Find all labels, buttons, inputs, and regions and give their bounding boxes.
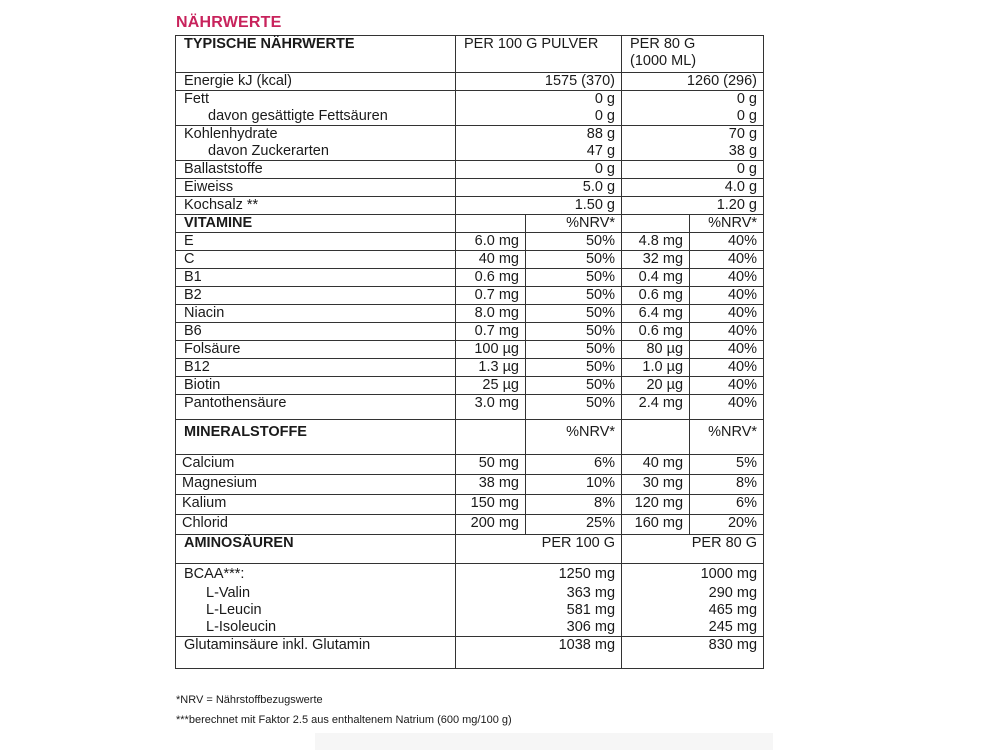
table-row <box>176 323 764 341</box>
value-per-100g: 47 g <box>456 143 622 161</box>
amount-per-100g: 8.0 mg <box>456 305 526 323</box>
table-row <box>176 233 764 251</box>
section-header-vitamins: VITAMINE <box>176 215 456 233</box>
value-per-80g: 70 g <box>622 126 764 144</box>
nutrient-label: Kohlenhydrate <box>176 126 456 144</box>
nrv-per-100g: 50% <box>526 233 622 251</box>
section-header-minerals: MINERALSTOFFE <box>176 420 456 455</box>
nrv-per-100g: 50% <box>526 341 622 359</box>
nrv-per-100g: 50% <box>526 269 622 287</box>
value-per-100g: 581 mg <box>456 602 622 619</box>
vitamin-name: C <box>176 251 456 269</box>
vitamin-name: B2 <box>176 287 456 305</box>
page-title: NÄHRWERTE <box>176 14 282 31</box>
value-per-100g: 88 g <box>456 126 622 144</box>
nrv-per-100g: 50% <box>526 287 622 305</box>
nrv-per-80g: 40% <box>690 341 764 359</box>
value-per-100g: 1.50 g <box>456 197 622 215</box>
table-row <box>176 637 764 669</box>
amino-acid-name: BCAA***: <box>176 564 456 586</box>
amino-header-per-100g: PER 100 G <box>456 535 622 564</box>
nrv-per-100g: 50% <box>526 305 622 323</box>
amount-per-100g: 0.7 mg <box>456 287 526 305</box>
table-row <box>176 359 764 377</box>
amino-acid-name: L-Leucin <box>176 602 456 619</box>
value-per-100g: 1038 mg <box>456 637 622 669</box>
nrv-header: %NRV* <box>690 420 764 455</box>
amount-per-100g: 3.0 mg <box>456 395 526 420</box>
nrv-per-80g: 40% <box>690 233 764 251</box>
table-row <box>176 475 764 495</box>
amount-per-100g: 38 mg <box>456 475 526 495</box>
minerals-header-row <box>176 420 764 455</box>
nrv-per-100g: 50% <box>526 251 622 269</box>
faint-background-band <box>315 733 773 750</box>
value-per-100g: 0 g <box>456 161 622 179</box>
table-row <box>176 619 764 637</box>
amount-per-80g: 4.8 mg <box>622 233 690 251</box>
nrv-per-80g: 20% <box>690 515 764 535</box>
table-row <box>176 305 764 323</box>
table-row <box>176 143 764 161</box>
amount-per-100g: 6.0 mg <box>456 233 526 251</box>
value-per-80g: 0 g <box>622 91 764 109</box>
amount-per-100g: 0.6 mg <box>456 269 526 287</box>
amount-per-80g: 160 mg <box>622 515 690 535</box>
value-per-80g: 0 g <box>622 161 764 179</box>
nrv-per-80g: 40% <box>690 377 764 395</box>
mineral-name: Kalium <box>176 495 456 515</box>
table-row <box>176 377 764 395</box>
header-label: TYPISCHE NÄHRWERTE <box>176 36 456 73</box>
nrv-header: %NRV* <box>690 215 764 233</box>
vitamin-name: Niacin <box>176 305 456 323</box>
table-row <box>176 455 764 475</box>
value-per-100g: 1250 mg <box>456 564 622 586</box>
mineral-name: Magnesium <box>176 475 456 495</box>
nrv-per-80g: 40% <box>690 395 764 420</box>
nrv-per-80g: 40% <box>690 359 764 377</box>
nrv-per-80g: 5% <box>690 455 764 475</box>
amino-header-per-80g: PER 80 G <box>622 535 764 564</box>
value-per-100g: 0 g <box>456 91 622 109</box>
nrv-per-80g: 40% <box>690 305 764 323</box>
value-per-80g: 245 mg <box>622 619 764 637</box>
table-row <box>176 495 764 515</box>
amount-per-100g: 40 mg <box>456 251 526 269</box>
amount-per-80g: 30 mg <box>622 475 690 495</box>
mineral-name: Calcium <box>176 455 456 475</box>
amino-acid-name: Glutaminsäure inkl. Glutamin <box>176 637 456 669</box>
value-per-80g: 1000 mg <box>622 564 764 586</box>
header-per-100g: PER 100 G PULVER <box>456 36 622 73</box>
amount-per-80g: 2.4 mg <box>622 395 690 420</box>
footnote-nrv: *NRV = Nährstoffbezugswerte <box>176 694 323 706</box>
amount-per-80g: 6.4 mg <box>622 305 690 323</box>
nrv-per-80g: 40% <box>690 287 764 305</box>
amount-per-100g: 0.7 mg <box>456 323 526 341</box>
value-per-80g: 465 mg <box>622 602 764 619</box>
vitamin-name: B1 <box>176 269 456 287</box>
table-row <box>176 287 764 305</box>
value-per-80g: 1260 (296) <box>622 73 764 91</box>
table-row <box>176 585 764 602</box>
header-per-80g-line1: PER 80 G <box>630 36 696 52</box>
amount-per-80g: 20 µg <box>622 377 690 395</box>
amino-acid-name: L-Isoleucin <box>176 619 456 637</box>
nrv-per-100g: 50% <box>526 395 622 420</box>
nrv-per-100g: 25% <box>526 515 622 535</box>
amount-per-80g: 0.6 mg <box>622 287 690 305</box>
amount-per-80g: 32 mg <box>622 251 690 269</box>
mineral-name: Chlorid <box>176 515 456 535</box>
nrv-per-100g: 6% <box>526 455 622 475</box>
nrv-header: %NRV* <box>526 215 622 233</box>
nrv-per-80g: 6% <box>690 495 764 515</box>
nutrient-label: Kochsalz ** <box>176 197 456 215</box>
amount-per-100g: 200 mg <box>456 515 526 535</box>
value-per-100g: 363 mg <box>456 585 622 602</box>
amount-per-80g: 1.0 µg <box>622 359 690 377</box>
nrv-per-100g: 50% <box>526 359 622 377</box>
nrv-per-100g: 8% <box>526 495 622 515</box>
table-row <box>176 341 764 359</box>
amount-per-80g: 80 µg <box>622 341 690 359</box>
nutrient-label: Fett <box>176 91 456 109</box>
table-row <box>176 126 764 144</box>
header-per-80g-line2: (1000 ML) <box>630 53 697 69</box>
table-header-row <box>176 36 764 73</box>
value-per-100g: 1575 (370) <box>456 73 622 91</box>
vitamin-name: B12 <box>176 359 456 377</box>
amount-per-100g: 150 mg <box>456 495 526 515</box>
value-per-80g: 38 g <box>622 143 764 161</box>
value-per-80g: 0 g <box>622 108 764 126</box>
table-row <box>176 395 764 420</box>
value-per-80g: 4.0 g <box>622 179 764 197</box>
amino-header-row <box>176 535 764 564</box>
table-row <box>176 602 764 619</box>
nrv-per-80g: 40% <box>690 251 764 269</box>
nrv-per-80g: 40% <box>690 323 764 341</box>
value-per-80g: 1.20 g <box>622 197 764 215</box>
nutrient-label: davon Zuckerarten <box>176 143 456 161</box>
nrv-per-80g: 40% <box>690 269 764 287</box>
vitamin-name: Folsäure <box>176 341 456 359</box>
table-row <box>176 251 764 269</box>
nrv-per-100g: 50% <box>526 377 622 395</box>
table-row <box>176 91 764 109</box>
amount-per-80g: 40 mg <box>622 455 690 475</box>
value-per-100g: 306 mg <box>456 619 622 637</box>
nutrient-label: Energie kJ (kcal) <box>176 73 456 91</box>
table-row <box>176 197 764 215</box>
table-row <box>176 269 764 287</box>
section-header-amino-acids: AMINOSÄUREN <box>176 535 456 564</box>
amount-per-100g: 100 µg <box>456 341 526 359</box>
table-row <box>176 564 764 586</box>
amount-per-80g: 120 mg <box>622 495 690 515</box>
nrv-per-80g: 8% <box>690 475 764 495</box>
table-row <box>176 73 764 91</box>
vitamin-name: Pantothensäure <box>176 395 456 420</box>
table-row <box>176 515 764 535</box>
vitamins-header-row <box>176 215 764 233</box>
table-row <box>176 161 764 179</box>
amount-per-100g: 50 mg <box>456 455 526 475</box>
nutrition-table <box>175 35 764 669</box>
nrv-per-100g: 50% <box>526 323 622 341</box>
amount-per-100g: 1.3 µg <box>456 359 526 377</box>
value-per-80g: 830 mg <box>622 637 764 669</box>
header-per-80g <box>622 36 764 73</box>
nrv-per-100g: 10% <box>526 475 622 495</box>
nutrient-label: Ballaststoffe <box>176 161 456 179</box>
amount-per-100g: 25 µg <box>456 377 526 395</box>
nutrient-label: Eiweiss <box>176 179 456 197</box>
table-row <box>176 179 764 197</box>
table-row <box>176 108 764 126</box>
footnote-bcaa: ***berechnet mit Faktor 2.5 aus enthaltenem Natrium (600 mg/100 g) <box>176 714 512 726</box>
value-per-100g: 0 g <box>456 108 622 126</box>
value-per-100g: 5.0 g <box>456 179 622 197</box>
vitamin-name: E <box>176 233 456 251</box>
amount-per-80g: 0.6 mg <box>622 323 690 341</box>
amount-per-80g: 0.4 mg <box>622 269 690 287</box>
nrv-header: %NRV* <box>526 420 622 455</box>
amino-acid-name: L-Valin <box>176 585 456 602</box>
nutrient-label: davon gesättigte Fettsäuren <box>176 108 456 126</box>
value-per-80g: 290 mg <box>622 585 764 602</box>
vitamin-name: B6 <box>176 323 456 341</box>
vitamin-name: Biotin <box>176 377 456 395</box>
